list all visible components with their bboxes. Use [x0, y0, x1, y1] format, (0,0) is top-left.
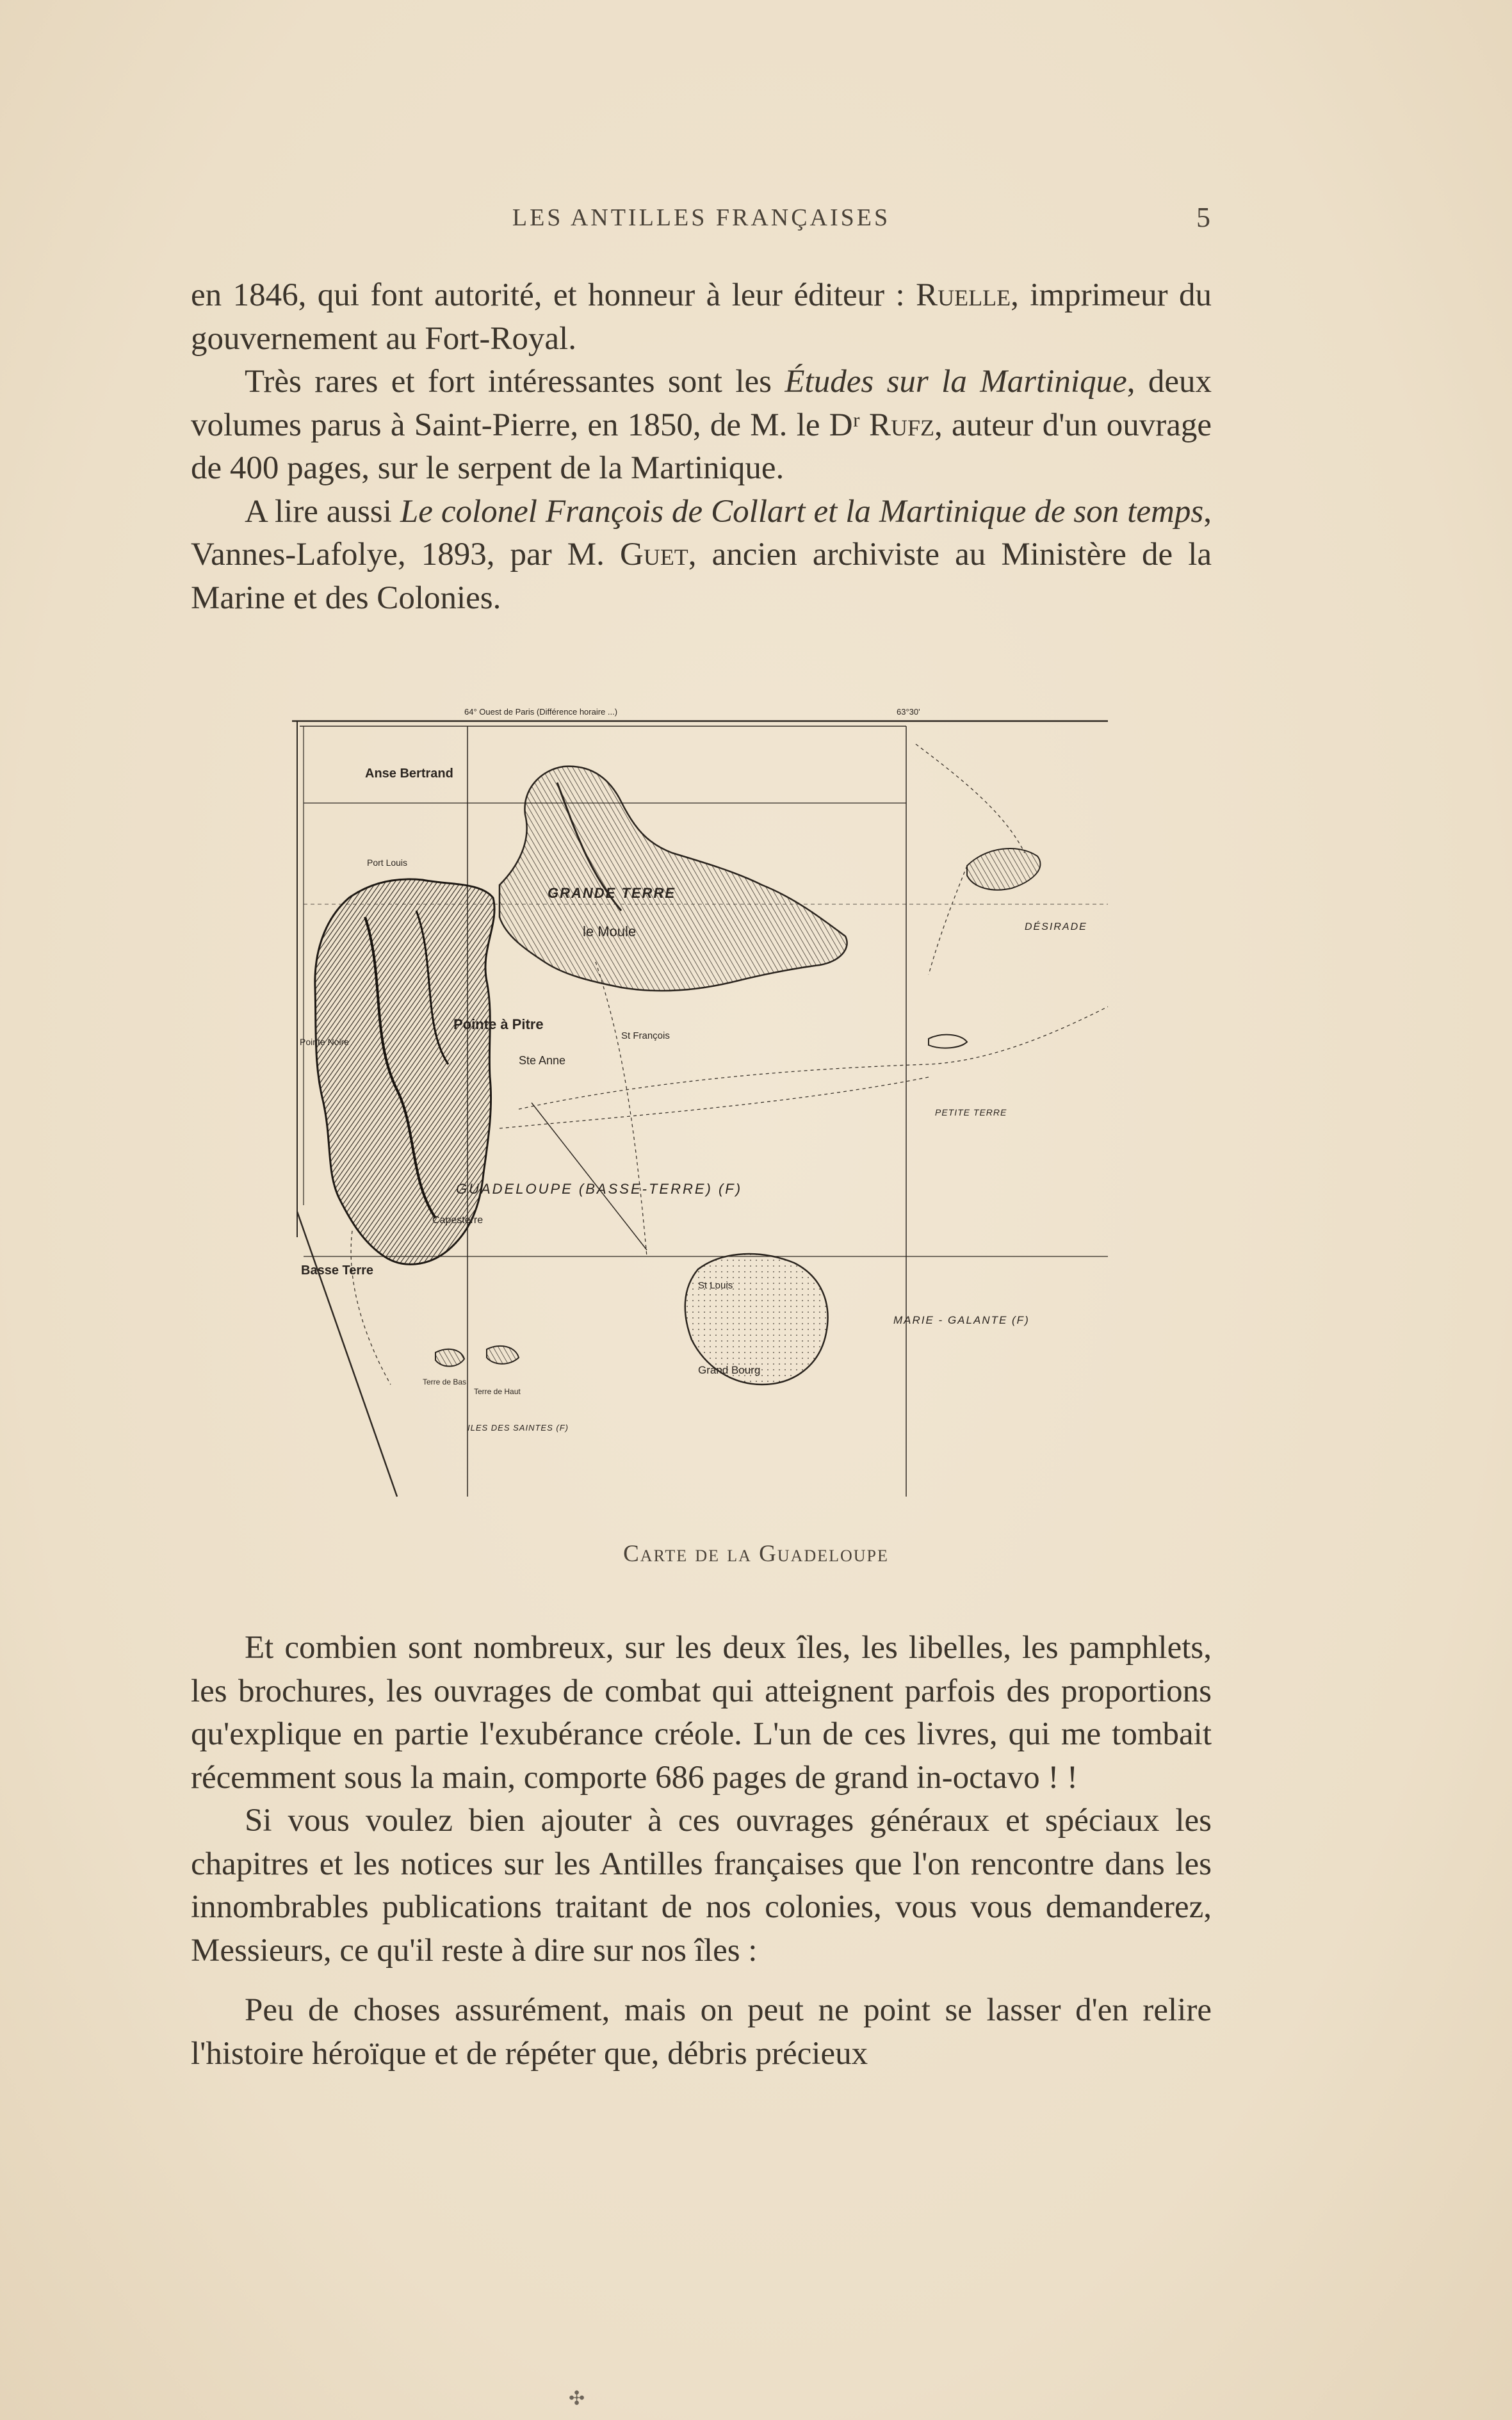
page-header [192, 204, 1210, 236]
text-run: , Vannes-Lafolye, 1893, par M. [191, 493, 1212, 573]
text-run: , imprimeur du gouvernement au Fort-Royal. [191, 277, 1212, 357]
text-run: , ancien archiviste au Ministère de la Marine et des Colonies. [191, 537, 1212, 616]
paragraph [191, 1989, 1212, 2075]
map-label-le-moule: le Moule [583, 923, 637, 939]
map-label-port-louis: Port Louis [367, 857, 408, 868]
desirade-island [967, 849, 1040, 890]
map-label-pointe-a-pitre: Pointe à Pitre [453, 1016, 544, 1032]
guadeloupe-map [288, 706, 1114, 1503]
map-label-guadeloupe: GUADELOUPE (BASSE-TERRE) (F) [456, 1181, 743, 1197]
running-title: LES ANTILLES FRANÇAISES [512, 204, 891, 231]
text-run: , auteur d'un ouvrage de 400 pages, sur le serpent de la Martinique. [191, 407, 1212, 486]
map-label-terre-de-haut: Terre de Haut [474, 1387, 521, 1396]
basse-terre-island [315, 879, 494, 1264]
paragraph [191, 274, 1212, 361]
paragraph [191, 1799, 1212, 1972]
paragraph [191, 361, 1212, 491]
author-name: Guet [619, 537, 688, 573]
text-run: Très rares et fort intéressantes sont les [245, 364, 785, 400]
map-engraving [288, 706, 1114, 1503]
text-run: A lire aussi [245, 493, 400, 530]
body-text-top [191, 274, 1212, 620]
text-run: , deux volumes parus à Saint-Pierre, en 1850, de M. le Dʳ [191, 364, 1212, 443]
map-label-marie-galante: MARIE - GALANTE (F) [893, 1314, 1030, 1326]
footer-ornament: ✣ [569, 2388, 585, 2409]
paragraph [191, 1627, 1212, 1799]
text-run: Si vous voulez bien ajouter à ces ouvrages généraux et spéciaux les chapitres et les notices sur les Antilles françaises que l'on rencontre dans les innombrables publications traitant de nos colonies, vous vous demanderez, Messieurs, ce qu'il reste à dire sur nos îles : [191, 1803, 1212, 1969]
grande-terre-island [500, 767, 847, 991]
author-name: Rufz [868, 407, 935, 443]
map-label-terre-de-bas: Terre de Bas [423, 1377, 467, 1386]
map-label-grande-terre: GRANDE TERRE [548, 885, 676, 901]
text-run: en 1846, qui font autorité, et honneur à leur éditeur : [191, 277, 916, 313]
figure-caption: Carte de la Guadeloupe [623, 1541, 889, 1567]
map-label-st-francois: St François [621, 1030, 670, 1041]
map-label-anse-bertrand: Anse Bertrand [365, 767, 453, 781]
author-name: Ruelle [916, 277, 1011, 313]
map-label-ste-anne: Ste Anne [519, 1054, 566, 1067]
text-run: Peu de choses assurément, mais on peut ne point se lasser d'en relire l'histoire héroïque et de répéter que, débris précieux [191, 1992, 1212, 2072]
text-run: Et combien sont nombreux, sur les deux îles, les libelles, les pamphlets, les brochures, les ouvrages de combat qui atteignent parfois des proportions qu'explique en partie l'exubérance créole. L'un de ces livres, qui me tombait récemment sous la main, comporte 686 pages de grand in-octavo ! ! [191, 1630, 1212, 1796]
body-text-bottom [191, 1627, 1212, 2075]
paragraph [191, 491, 1212, 621]
italic-title: Le colonel François de Collart et la Martinique de son temps [400, 493, 1204, 530]
italic-title: Études sur la Martinique [784, 364, 1127, 400]
page-number: 5 [1196, 202, 1210, 233]
map-label-st-louis: St Louis [698, 1280, 733, 1291]
longitude-label: 63°30' [897, 707, 920, 717]
map-label-petite-terre: PETITE TERRE [935, 1107, 1007, 1117]
map-label-basse-terre: Basse Terre [301, 1263, 374, 1278]
map-label-grand-bourg: Grand Bourg [698, 1364, 761, 1376]
map-label-iles-des-saintes: ILES DES SAINTES (F) [467, 1423, 569, 1433]
petite-terre-island [929, 1035, 967, 1048]
map-label-desirade: DÉSIRADE [1025, 922, 1087, 932]
map-label-pointe-noire: Pointe Noire [300, 1037, 350, 1047]
map-label-capesterre: Capesterre [432, 1215, 484, 1226]
les-saintes-islands [435, 1346, 519, 1367]
top-longitude-label: 64° Ouest de Paris (Différence horaire ...) [464, 707, 618, 717]
